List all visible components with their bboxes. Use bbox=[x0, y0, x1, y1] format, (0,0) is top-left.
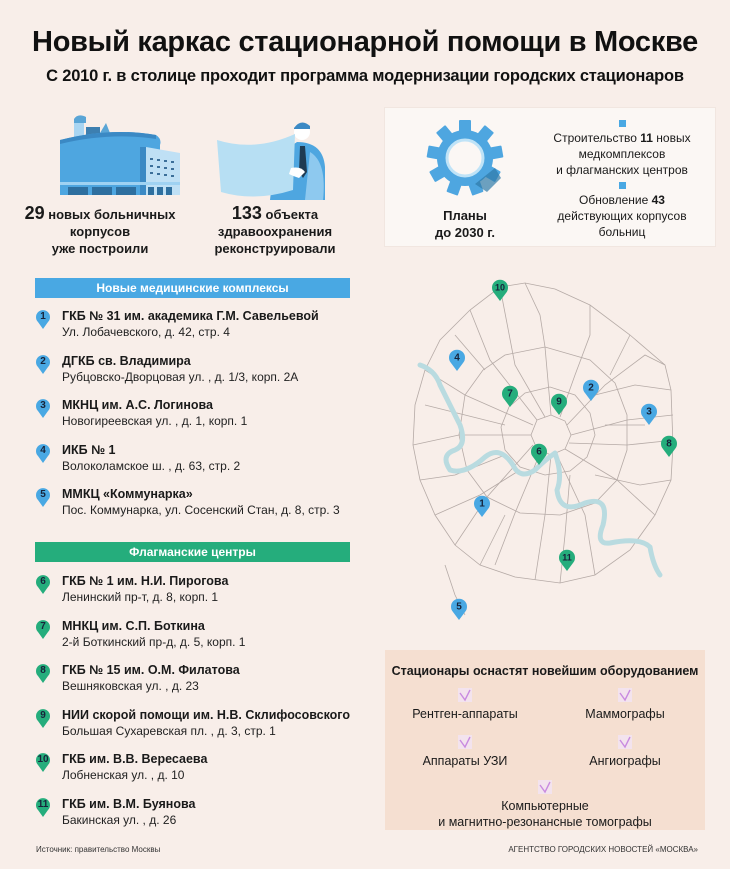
hospital-name: ММКЦ «Коммунарка» bbox=[62, 487, 193, 501]
checkmark-icon bbox=[618, 735, 632, 749]
hospital-list-item bbox=[35, 619, 365, 655]
map-pin-number: 1 bbox=[479, 498, 485, 510]
hospital-name: МНКЦ им. С.П. Боткина bbox=[62, 618, 205, 633]
map-pin-number: 10 bbox=[494, 282, 506, 293]
map-pin-number: 6 bbox=[536, 446, 542, 458]
map-pin-9 bbox=[551, 394, 567, 415]
map-pin-number: 8 bbox=[666, 438, 672, 450]
hospital-name: МКНЦ им. А.С. Логинова bbox=[62, 398, 213, 412]
checkmark-icon bbox=[458, 688, 472, 702]
stat-number: 29 bbox=[24, 203, 45, 223]
map-pin-number: 11 bbox=[562, 552, 572, 563]
hospital-list-item bbox=[35, 574, 365, 610]
map-pin-icon: 9 bbox=[35, 708, 51, 728]
plan-item: Строительство 11 новых медкомплексов и флагманских центров bbox=[533, 120, 711, 178]
map-pin-number: 4 bbox=[454, 352, 460, 364]
bullet-square-icon bbox=[619, 182, 626, 189]
hospital-address: Лобненская ул. , д. 10 bbox=[62, 768, 185, 782]
map-pin-number: 2 bbox=[588, 382, 594, 394]
hospital-list-item bbox=[35, 354, 365, 390]
page-subtitle: С 2010 г. в столице проходит программа модернизации городских стационаров bbox=[46, 67, 684, 85]
stat-number: 133 bbox=[231, 203, 262, 223]
hospital-address: Пос. Коммунарка, ул. Сосенский Стан, д. 8, стр. 3 bbox=[62, 503, 340, 517]
hospital-name: ГКБ им. В.В. Вересаева bbox=[62, 752, 208, 766]
agency-credit: АГЕНТСТВО ГОРОДСКИХ НОВОСТЕЙ «МОСКВА» bbox=[508, 845, 698, 854]
hospital-name: ГКБ им. В.М. Буянова bbox=[62, 796, 196, 811]
map-pin-4 bbox=[449, 350, 465, 371]
gear-icon bbox=[425, 118, 505, 198]
map-pin-icon: 8 bbox=[35, 663, 51, 683]
hospital-name: ДГКБ св. Владимира bbox=[62, 353, 191, 368]
hospital-address: Большая Сухаревская пл. , д. 3, стр. 1 bbox=[62, 723, 276, 738]
hospital-name: ГКБ № 1 им. Н.И. Пирогова bbox=[62, 574, 229, 588]
section-header-new-complexes: Новые медицинские комплексы bbox=[35, 278, 350, 298]
map-pin-icon: 7 bbox=[35, 619, 51, 639]
stat-new-buildings: 29 новых больничных корпусов уже построили bbox=[24, 203, 176, 256]
hospital-list-item bbox=[35, 797, 365, 833]
map-pin-icon: 4 bbox=[35, 443, 51, 463]
equipment-item: Аппараты УЗИ bbox=[400, 735, 530, 769]
equipment-item: Маммографы bbox=[560, 688, 690, 722]
map-pin-number: 7 bbox=[507, 388, 513, 400]
equipment-panel bbox=[385, 650, 705, 830]
equipment-item: Ангиографы bbox=[560, 735, 690, 769]
hospital-list-item bbox=[35, 398, 365, 434]
hospital-address: Ул. Лобачевского, д. 42, стр. 4 bbox=[62, 325, 230, 339]
stat-reconstructed: 133 объекта здравоохранения реконструировали bbox=[214, 203, 336, 256]
map-pin-icon: 3 bbox=[35, 398, 51, 418]
equipment-title: Стационары оснастят новейшим оборудованием bbox=[391, 664, 699, 678]
map-pin-3 bbox=[641, 404, 657, 425]
plans-panel bbox=[385, 108, 715, 246]
plans-label: Планы до 2030 г. bbox=[434, 208, 496, 240]
map-pin-icon: 2 bbox=[35, 354, 51, 374]
hospital-list-item bbox=[35, 663, 365, 699]
map-pin-icon: 10 bbox=[35, 752, 51, 772]
hospital-name: ГКБ № 15 им. О.М. Филатова bbox=[62, 663, 240, 677]
equipment-item: Компьютерные и магнитно-резонансные томографы bbox=[425, 780, 665, 830]
page-title: Новый каркас стационарной помощи в Москве bbox=[32, 26, 698, 58]
hospital-list-item bbox=[35, 752, 365, 788]
map-pin-2 bbox=[583, 380, 599, 401]
hospital-name: ИКБ № 1 bbox=[62, 442, 116, 457]
map-pin-1 bbox=[474, 496, 490, 517]
checkmark-icon bbox=[618, 688, 632, 702]
moscow-map bbox=[395, 275, 710, 625]
hospital-address: Волоколамское ш. , д. 63, стр. 2 bbox=[62, 458, 241, 473]
hospital-name: ГКБ № 31 им. академика Г.М. Савельевой bbox=[62, 309, 319, 323]
map-pin-number: 5 bbox=[456, 601, 462, 613]
hospital-list-item bbox=[35, 443, 365, 479]
hospital-address: Рубцовско-Дворцовая ул. , д. 1/3, корп. 2А bbox=[62, 369, 299, 384]
hospital-address: Вешняковская ул. , д. 23 bbox=[62, 679, 199, 693]
hospital-list-item bbox=[35, 309, 365, 345]
hospital-name: НИИ скорой помощи им. Н.В. Склифосовского bbox=[62, 707, 350, 722]
hospital-list-item bbox=[35, 487, 365, 523]
section-header-flagships: Флагманские центры bbox=[35, 542, 350, 562]
map-pin-icon: 11 bbox=[35, 797, 51, 817]
bullet-square-icon bbox=[619, 120, 626, 127]
checkmark-icon bbox=[458, 735, 472, 749]
hospital-address: Ленинский пр-т, д. 8, корп. 1 bbox=[62, 590, 219, 604]
map-pin-5 bbox=[451, 599, 467, 620]
equipment-item: Рентген-аппараты bbox=[400, 688, 530, 722]
map-pin-10 bbox=[492, 280, 508, 301]
hospital-address: Новогиреевская ул. , д. 1, корп. 1 bbox=[62, 414, 248, 428]
hospital-address: Бакинская ул. , д. 26 bbox=[62, 812, 177, 827]
map-pin-icon: 6 bbox=[35, 574, 51, 594]
engineer-blueprint-icon bbox=[215, 112, 335, 200]
checkmark-icon bbox=[538, 780, 552, 794]
map-pin-icon: 5 bbox=[35, 487, 51, 507]
map-pin-number: 3 bbox=[646, 406, 652, 418]
map-pin-number: 9 bbox=[556, 396, 562, 408]
hospital-address: 2-й Боткинский пр-д, д. 5, корп. 1 bbox=[62, 634, 246, 649]
map-pin-icon: 1 bbox=[35, 309, 51, 329]
map-pin-7 bbox=[502, 386, 518, 407]
hospital-building-icon bbox=[60, 105, 180, 200]
plan-item: Обновление 43 действующих корпусов больниц bbox=[533, 182, 711, 240]
map-pin-8 bbox=[661, 436, 677, 457]
hospital-list-item bbox=[35, 708, 365, 744]
source-note: Источник: правительство Москвы bbox=[36, 845, 161, 854]
